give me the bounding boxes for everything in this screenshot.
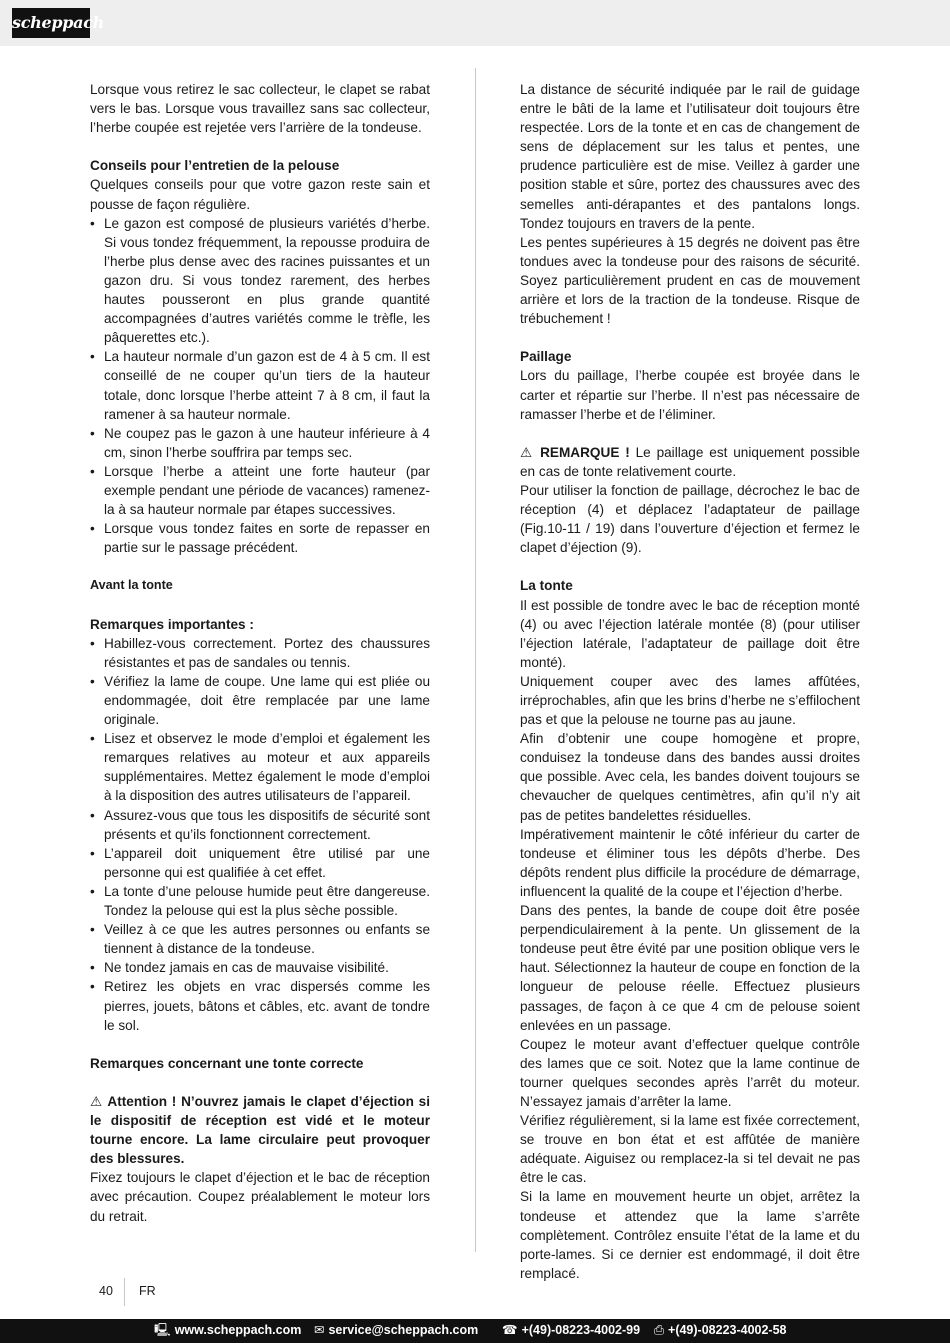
important-remarks-heading: Remarques importantes : [90, 616, 254, 632]
phone-number: +(49)-08223-4002-99 [521, 1323, 641, 1337]
list-item: • L’appareil doit uniquement être utilisé par une personne qui est qualifiée à cet effet. [90, 844, 430, 882]
page-number: 40 [99, 1284, 113, 1298]
list-item: • La hauteur normale d’un gazon est de 4 à 5 cm. Il est conseillé de ne couper qu’un tiers de la hauteur totale, donc lorsque l’herbe atteint 7 à 8 cm, il faut la ramener à sa hauteur normale. [90, 347, 430, 423]
intro-paragraph: Lorsque vous retirez le sac collecteur, le clapet se rabat vers le bas. Lorsque vous travaillez sans sac collecteur, l’herbe coupée est rejetée vers l’arrière de la tondeuse. [90, 82, 430, 136]
mowing-paragraph: Impérativement maintenir le côté inférieur du carter de tondeuse et éliminer tous les dépôts d’herbe. Des dépôts rendent plus difficile la procédure de démarrage, influencent la qualité de la coupe et l’éjection d’herbe. [520, 826, 860, 899]
left-column [90, 80, 430, 1226]
top-bar [0, 0, 950, 46]
mowing-paragraph: Uniquement couper avec des lames affûtées, irréprochables, afin que les brins d’herbe ne s’effilochent pas et que la pelouse ne tourne pas au jaune. [520, 673, 860, 728]
note-text: Le paillage est uniquement possible en cas de tonte relativement courte. [520, 444, 860, 479]
email-link[interactable]: service@scheppach.com [328, 1323, 479, 1337]
mulching-paragraph: Lors du paillage, l’herbe coupée est broyée dans le carter et répartie sur l’herbe. Il n’est pas nécessaire de ramasser l’herbe et de l’éliminer. [520, 368, 860, 422]
mowing-paragraph: Coupez le moteur avant d’effectuer quelque contrôle des lames que ce soit. Notez que la lame continue de tourner quelques secondes après l’arrêt du moteur. N’essayez jamais d’arrêter la lame. [520, 1036, 860, 1109]
phone-icon: ☎ [502, 1323, 518, 1337]
list-item: • Retirez les objets en vrac dispersés comme les pierres, jouets, bâtons et câbles, etc. avant de tondre le sol. [90, 977, 430, 1034]
lawn-care-list [90, 214, 430, 558]
list-item: • Assurez-vous que tous les dispositifs de sécurité sont présents et qu’ils fonctionnent correctement. [90, 806, 430, 844]
note-paragraph [520, 443, 860, 481]
fax-contact [654, 1319, 787, 1341]
website-contact[interactable] [154, 1319, 301, 1341]
list-item: • Veillez à ce que les autres personnes ou enfants se tiennent à distance de la tondeuse. [90, 920, 430, 958]
mowing-paragraph: Dans des pentes, la bande de coupe doit être posée perpendiculairement à la pente. Un glissement de la tondeuse peut être évité par une position oblique vers le haut. Sélectionnez la hauteur de coupe en fonction de la longueur de pelouse réelle. Effectuez plusieurs passages, de façon à ce que 4 cm de pelouse soient enlevées en un passage. [520, 903, 860, 1033]
list-item: • Lorsque vous tondez faites en sorte de repasser en partie sur le passage précédent. [90, 519, 430, 557]
mowing-paragraph: Il est possible de tondre avec le bac de réception monté (4) ou avec l’éjection latérale montée (8) (pour utiliser l’éjection latérale, l’adaptateur de paillage doit être monté). [520, 597, 860, 670]
lawn-care-heading: Conseils pour l’entretien de la pelouse [90, 158, 340, 174]
safety-paragraph-1: La distance de sécurité indiquée par le rail de guidage entre le bâti de la lame et l’utilisateur doit toujours être respectée. Lors de la tonte et en cas de changement de sens de déplacement sur les talus et pentes, une prudence particulière est de mise. Veillez à garder une position stable et sûre, portez des chaussures avec des semelles anti-dérapantes et des pantalons longs. Tondez toujours en travers de la pente. [520, 82, 860, 231]
computer-icon: 🖳 [154, 1323, 171, 1337]
list-item: • Vérifiez la lame de coupe. Une lame qui est pliée ou endommagée, doit être remplacée par une lame originale. [90, 672, 430, 729]
footer-divider [124, 1278, 125, 1306]
website-link[interactable]: www.scheppach.com [174, 1323, 302, 1337]
list-item: • Le gazon est composé de plusieurs variétés d’herbe. Si vous tondez fréquemment, la repousse produira de l’herbe plus dense avec des racines puissantes et un gazon dru. Si vous tondez rarement, des herbes hautes pousseront en plus grande quantité accompagnées d’autres variétés comme le trèfle, les pâquerettes etc.). [90, 214, 430, 348]
attention-followup: Fixez toujours le clapet d’éjection et le bac de réception avec précaution. Coupez préalablement le moteur lors du retrait. [90, 1170, 430, 1224]
scheppach-logo: scheppach [12, 8, 90, 38]
lawn-care-intro: Quelques conseils pour que votre gazon reste sain et pousse de façon régulière. [90, 177, 430, 212]
mowing-paragraph: Afin d’obtenir une coupe homogène et propre, conduisez la tondeuse dans des bandes aussi droites que possible. Avec cela, les bandes doivent toujours se chevaucher de quelques centimètres, afin qu’il n’y ait pas de petites bandelettes résiduelles. [520, 731, 860, 823]
list-item: • Lisez et observez le mode d’emploi et également les remarques relatives au moteur et aux appareils supplémentaires. Mettez également le mode d’emploi à la disposition des autres utilisateurs de l’appareil. [90, 729, 430, 805]
fax-icon: ⎙ [654, 1323, 665, 1337]
mowing-paragraph: Si la lame en mouvement heurte un objet, arrêtez la tondeuse et attendez que la lame s’arrête complètement. Contrôlez ensuite l’état de la lame et du porte-lames. Si ce dernier est endommagé, il doit être remplacé. [520, 1189, 860, 1281]
note-label: ⚠ REMARQUE ! [520, 444, 630, 460]
correct-mowing-heading: Remarques concernant une tonte correcte [90, 1055, 364, 1071]
column-divider [475, 68, 476, 1252]
fax-number: +(49)-08223-4002-58 [668, 1323, 787, 1337]
right-column [520, 80, 860, 1283]
list-item: • Lorsque l’herbe a atteint une forte hauteur (par exemple pendant une période de vacances) ramenez-la à sa hauteur normale par étapes successives. [90, 462, 430, 519]
attention-warning: ⚠ Attention ! N’ouvrez jamais le clapet d’éjection si le dispositif de réception est vidé et le moteur tourne encore. La lame circulaire peut provoquer des blessures. [90, 1093, 430, 1167]
mail-icon: ✉ [314, 1323, 325, 1337]
list-item: • La tonte d’une pelouse humide peut être dangereuse. Tondez la pelouse qui est la plus sèche possible. [90, 882, 430, 920]
contact-bar [0, 1319, 950, 1343]
mulching-heading: Paillage [520, 349, 572, 365]
important-remarks-list [90, 634, 430, 1035]
list-item: • Ne coupez pas le gazon à une hauteur inférieure à 4 cm, sinon l’herbe souffrira par temps sec. [90, 424, 430, 462]
list-item: • Ne tondez jamais en cas de mauvaise visibilité. [90, 958, 430, 977]
mowing-heading: La tonte [520, 578, 573, 594]
phone-contact [502, 1319, 640, 1341]
safety-paragraph-2: Les pentes supérieures à 15 degrés ne doivent pas être tondues avec la tondeuse pour des raisons de sécurité. Soyez particulièrement prudent en cas de mouvement arrière et lors de la traction de la tondeuse. Risque de trébuchement ! [520, 234, 860, 327]
mowing-paragraph: Vérifiez régulièrement, si la lame est fixée correctement, se trouve en bon état et est affûtée de manière adéquate. Aiguisez ou remplacez-la si tel devait ne pas être le cas. [520, 1113, 860, 1186]
language-code: FR [139, 1284, 156, 1298]
before-mowing-heading: Avant la tonte [90, 578, 173, 593]
list-item: • Habillez-vous correctement. Portez des chaussures résistantes et pas de sandales ou tennis. [90, 634, 430, 672]
mulching-paragraph-2: Pour utiliser la fonction de paillage, décrochez le bac de réception (4) et déplacez l’adaptateur de paillage (Fig.10-11 / 19) dans l’ouverture d’éjection et fermez le clapet d’éjection (9). [520, 482, 860, 556]
email-contact[interactable] [314, 1319, 478, 1341]
